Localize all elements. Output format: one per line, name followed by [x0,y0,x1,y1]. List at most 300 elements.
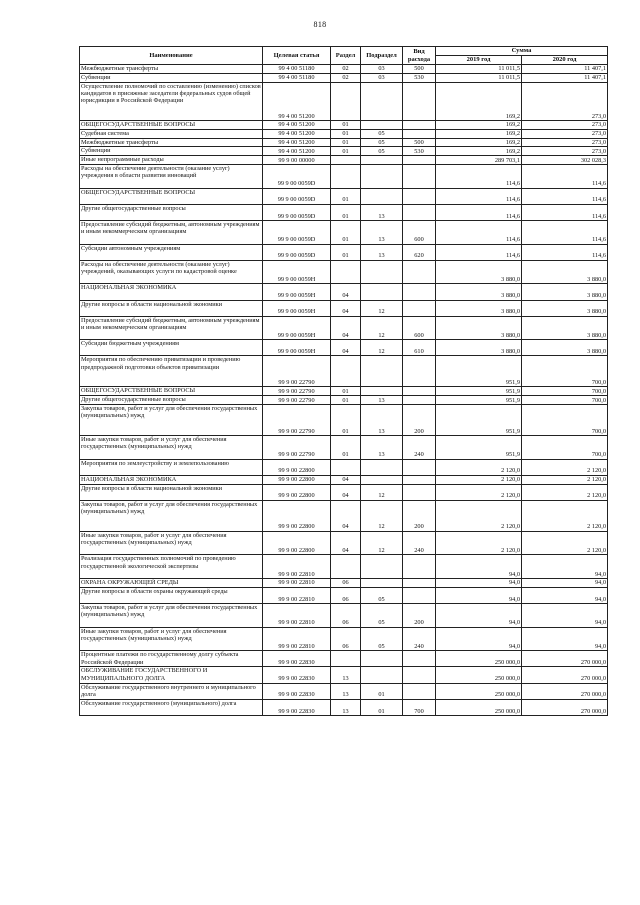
row-section: 01 [331,387,361,396]
row-target-article: 99 9 00 0059Н [263,316,331,340]
row-subsection: 12 [361,531,403,555]
row-subsection: 13 [361,396,403,405]
row-sum-2019: 114,6 [436,164,522,188]
row-sum-2020: 270 000,0 [522,683,608,699]
row-sum-2019: 2 120,0 [436,500,522,531]
row-expense-type: 530 [403,73,436,82]
table-row [80,284,608,300]
row-section [331,356,361,387]
row-sum-2019: 2 120,0 [436,459,522,475]
row-target-article: 99 9 00 00000 [263,156,331,165]
row-name: Судебная система [80,129,263,138]
row-sum-2019: 94,0 [436,587,522,603]
row-sum-2019: 3 880,0 [436,316,522,340]
row-sum-2020: 2 120,0 [522,531,608,555]
row-target-article: 99 9 00 0059Н [263,260,331,284]
row-name: Субсидии автономным учреждениям [80,244,263,260]
table-row [80,531,608,555]
row-target-article: 99 9 00 22800 [263,531,331,555]
row-expense-type [403,164,436,188]
row-expense-type: 700 [403,699,436,715]
row-name: Субвенции [80,147,263,156]
row-subsection: 05 [361,627,403,651]
row-target-article: 99 9 00 22800 [263,459,331,475]
row-sum-2019: 11 011,5 [436,73,522,82]
row-target-article: 99 9 00 22800 [263,484,331,500]
row-sum-2020: 94,0 [522,604,608,628]
row-target-article: 99 9 00 22800 [263,475,331,484]
table-row [80,387,608,396]
row-section: 04 [331,500,361,531]
row-sum-2019: 94,0 [436,579,522,588]
row-target-article: 99 4 00 51200 [263,138,331,147]
row-sum-2020: 114,6 [522,220,608,244]
row-sum-2019: 951,9 [436,436,522,460]
row-expense-type [403,129,436,138]
row-section: 01 [331,396,361,405]
table-row [80,260,608,284]
row-expense-type: 200 [403,604,436,628]
row-sum-2019: 3 880,0 [436,260,522,284]
table-row [80,129,608,138]
row-sum-2019: 2 120,0 [436,484,522,500]
table-row [80,396,608,405]
row-name: ОБЩЕГОСУДАРСТВЕННЫЕ ВОПРОСЫ [80,188,263,204]
row-subsection [361,651,403,667]
table-row [80,579,608,588]
row-section: 01 [331,244,361,260]
table-row [80,459,608,475]
row-name: Мероприятия по обеспечению приватизации и проведению предпродажной подготовки объектов приватизации [80,356,263,387]
row-expense-type: 240 [403,627,436,651]
row-subsection: 12 [361,300,403,316]
row-sum-2020: 2 120,0 [522,500,608,531]
row-expense-type: 200 [403,500,436,531]
row-name: Расходы на обеспечение деятельности (оказание услуг) учреждений, оказывающих услуги по кадастровой оценке [80,260,263,284]
row-section: 01 [331,138,361,147]
row-subsection [361,356,403,387]
row-section: 01 [331,204,361,220]
row-target-article: 99 9 00 22810 [263,555,331,579]
row-target-article: 99 9 00 22810 [263,587,331,603]
row-section: 13 [331,667,361,683]
table-row [80,147,608,156]
row-name: НАЦИОНАЛЬНАЯ ЭКОНОМИКА [80,284,263,300]
row-sum-2019: 951,9 [436,387,522,396]
row-section: 01 [331,220,361,244]
table-row [80,555,608,579]
header-subsection: Подраздел [361,47,403,65]
row-sum-2019: 289 703,1 [436,156,522,165]
row-sum-2020: 270 000,0 [522,651,608,667]
row-expense-type [403,651,436,667]
row-target-article: 99 9 00 22800 [263,500,331,531]
row-sum-2020: 11 407,1 [522,65,608,74]
row-sum-2020: 3 880,0 [522,300,608,316]
row-section: 06 [331,604,361,628]
row-subsection [361,387,403,396]
row-section: 04 [331,531,361,555]
row-target-article: 99 9 00 22810 [263,627,331,651]
row-expense-type: 620 [403,244,436,260]
table-row [80,138,608,147]
row-section: 01 [331,120,361,129]
row-expense-type: 240 [403,531,436,555]
row-section: 13 [331,683,361,699]
row-target-article: 99 4 00 51200 [263,147,331,156]
row-sum-2019: 250 000,0 [436,667,522,683]
row-name: Другие вопросы в области национальной экономики [80,300,263,316]
header-expense-type: Вид расхода [403,47,436,65]
row-subsection [361,82,403,120]
row-expense-type: 500 [403,138,436,147]
row-sum-2019: 11 011,5 [436,65,522,74]
row-name: Межбюджетные трансферты [80,138,263,147]
page-number: 818 [313,20,327,29]
row-subsection: 05 [361,587,403,603]
row-sum-2019: 250 000,0 [436,699,522,715]
row-section: 13 [331,699,361,715]
header-section: Раздел [331,47,361,65]
row-section: 06 [331,587,361,603]
row-section: 04 [331,284,361,300]
row-target-article: 99 9 00 22830 [263,651,331,667]
table-row [80,316,608,340]
row-subsection: 12 [361,500,403,531]
row-sum-2020: 2 120,0 [522,484,608,500]
row-sum-2020: 273,0 [522,147,608,156]
table-row [80,73,608,82]
table-row [80,683,608,699]
table-row [80,475,608,484]
row-expense-type: 600 [403,316,436,340]
table-row [80,484,608,500]
table-row [80,604,608,628]
row-expense-type [403,387,436,396]
row-name: Процентные платежи по государственному долгу субъекта Российской Федерации [80,651,263,667]
row-target-article: 99 4 00 51200 [263,82,331,120]
row-section [331,164,361,188]
row-section: 01 [331,147,361,156]
row-subsection [361,260,403,284]
row-name: Другие общегосударственные вопросы [80,204,263,220]
table-row [80,667,608,683]
row-sum-2020: 700,0 [522,356,608,387]
row-sum-2019: 3 880,0 [436,284,522,300]
row-sum-2020: 273,0 [522,138,608,147]
row-sum-2019: 250 000,0 [436,651,522,667]
row-sum-2019: 94,0 [436,627,522,651]
row-name: Закупка товаров, работ и услуг для обеспечения государственных (муниципальных) нужд [80,604,263,628]
row-target-article: 99 9 00 22810 [263,579,331,588]
row-sum-2019: 951,9 [436,396,522,405]
row-sum-2019: 169,2 [436,147,522,156]
row-sum-2019: 114,6 [436,244,522,260]
row-sum-2019: 114,6 [436,188,522,204]
row-subsection [361,667,403,683]
row-name: ОХРАНА ОКРУЖАЮЩЕЙ СРЕДЫ [80,579,263,588]
row-name: Иные закупки товаров, работ и услуг для обеспечения государственных (муниципальных) нужд [80,436,263,460]
row-target-article: 99 9 00 22790 [263,396,331,405]
table-row [80,120,608,129]
row-sum-2019: 169,2 [436,82,522,120]
row-sum-2020: 3 880,0 [522,284,608,300]
row-expense-type [403,396,436,405]
row-target-article: 99 9 00 22830 [263,667,331,683]
row-target-article: 99 9 00 0059Н [263,300,331,316]
row-sum-2020: 273,0 [522,120,608,129]
row-section: 01 [331,436,361,460]
row-expense-type [403,120,436,129]
row-name: ОБЩЕГОСУДАРСТВЕННЫЕ ВОПРОСЫ [80,120,263,129]
row-name: НАЦИОНАЛЬНАЯ ЭКОНОМИКА [80,475,263,484]
row-subsection: 13 [361,220,403,244]
row-expense-type: 600 [403,220,436,244]
row-name: Субвенции [80,73,263,82]
row-section [331,82,361,120]
row-sum-2020: 94,0 [522,627,608,651]
row-expense-type: 610 [403,340,436,356]
row-sum-2020: 2 120,0 [522,475,608,484]
row-target-article: 99 9 00 0059D [263,220,331,244]
row-target-article: 99 4 00 51200 [263,129,331,138]
table-row [80,65,608,74]
row-name: Иные непрограммные расходы [80,156,263,165]
row-subsection: 05 [361,147,403,156]
row-sum-2019: 951,9 [436,356,522,387]
row-sum-2020: 270 000,0 [522,699,608,715]
row-section: 06 [331,627,361,651]
row-expense-type [403,667,436,683]
row-sum-2019: 114,6 [436,220,522,244]
table-row [80,156,608,165]
row-sum-2020: 700,0 [522,405,608,436]
row-name: Обслуживание государственного внутреннего и муниципального долга [80,683,263,699]
row-sum-2019: 114,6 [436,204,522,220]
row-target-article: 99 9 00 0059Н [263,284,331,300]
row-section [331,156,361,165]
row-name: Расходы на обеспечение деятельности (оказание услуг) учреждения в области развития инноваций [80,164,263,188]
row-sum-2019: 2 120,0 [436,531,522,555]
budget-table [79,46,608,716]
row-expense-type [403,356,436,387]
row-sum-2019: 951,9 [436,405,522,436]
row-subsection [361,164,403,188]
row-sum-2019: 169,2 [436,138,522,147]
row-subsection [361,555,403,579]
row-subsection: 05 [361,604,403,628]
row-sum-2020: 3 880,0 [522,260,608,284]
row-target-article: 99 9 00 0059D [263,204,331,220]
row-name: Другие вопросы в области национальной экономики [80,484,263,500]
row-sum-2020: 3 880,0 [522,316,608,340]
row-expense-type [403,260,436,284]
row-sum-2019: 2 120,0 [436,475,522,484]
row-subsection: 03 [361,65,403,74]
row-target-article: 99 4 00 51200 [263,120,331,129]
table-row [80,82,608,120]
row-sum-2020: 270 000,0 [522,667,608,683]
row-target-article: 99 9 00 22830 [263,699,331,715]
row-sum-2020: 2 120,0 [522,459,608,475]
row-target-article: 99 9 00 22810 [263,604,331,628]
table-row [80,587,608,603]
row-subsection: 01 [361,699,403,715]
row-name: Предоставление субсидий бюджетным, автономным учреждениям и иным некоммерческим организациям [80,220,263,244]
row-section: 04 [331,300,361,316]
row-subsection: 05 [361,138,403,147]
row-subsection: 12 [361,484,403,500]
row-sum-2020: 94,0 [522,555,608,579]
row-section: 02 [331,65,361,74]
table-row [80,164,608,188]
row-sum-2019: 94,0 [436,555,522,579]
row-sum-2020: 114,6 [522,204,608,220]
row-sum-2020: 700,0 [522,436,608,460]
row-section [331,260,361,284]
row-name: Закупка товаров, работ и услуг для обеспечения государственных (муниципальных) нужд [80,500,263,531]
row-sum-2019: 3 880,0 [436,300,522,316]
row-sum-2020: 700,0 [522,387,608,396]
row-target-article: 99 9 00 0059Н [263,340,331,356]
table-row [80,627,608,651]
row-sum-2020: 302 028,3 [522,156,608,165]
row-name: Иные закупки товаров, работ и услуг для обеспечения государственных (муниципальных) нужд [80,531,263,555]
row-section: 02 [331,73,361,82]
row-expense-type [403,300,436,316]
row-section: 04 [331,484,361,500]
row-sum-2019: 169,2 [436,129,522,138]
table-row [80,651,608,667]
table-row [80,300,608,316]
row-expense-type [403,284,436,300]
row-name: Другие общегосударственные вопросы [80,396,263,405]
row-section: 01 [331,129,361,138]
table-row [80,699,608,715]
row-name: Межбюджетные трансферты [80,65,263,74]
row-sum-2020: 94,0 [522,587,608,603]
row-expense-type [403,82,436,120]
row-sum-2020: 11 407,1 [522,73,608,82]
row-name: Предоставление субсидий бюджетным, автономным учреждениям и иным некоммерческим организациям [80,316,263,340]
row-expense-type: 530 [403,147,436,156]
row-expense-type [403,475,436,484]
row-name: ОБСЛУЖИВАНИЕ ГОСУДАРСТВЕННОГО И МУНИЦИПАЛЬНОГО ДОЛГА [80,667,263,683]
row-subsection [361,120,403,129]
row-expense-type: 500 [403,65,436,74]
row-name: Субсидии бюджетным учреждениям [80,340,263,356]
row-expense-type [403,204,436,220]
row-section: 04 [331,340,361,356]
table-row [80,220,608,244]
row-sum-2020: 114,6 [522,244,608,260]
row-sum-2020: 273,0 [522,129,608,138]
row-subsection [361,579,403,588]
row-sum-2020: 273,0 [522,82,608,120]
row-expense-type [403,484,436,500]
row-section: 04 [331,316,361,340]
row-target-article: 99 9 00 0059D [263,244,331,260]
row-target-article: 99 9 00 22830 [263,683,331,699]
row-subsection [361,188,403,204]
row-target-article: 99 4 00 51180 [263,65,331,74]
table-row [80,356,608,387]
row-subsection: 13 [361,204,403,220]
row-target-article: 99 9 00 22790 [263,436,331,460]
row-section: 06 [331,579,361,588]
row-section: 01 [331,188,361,204]
row-expense-type [403,587,436,603]
row-sum-2020: 94,0 [522,579,608,588]
table-row [80,188,608,204]
row-expense-type [403,555,436,579]
row-section [331,459,361,475]
row-subsection: 13 [361,436,403,460]
row-section: 04 [331,475,361,484]
header-name: Наименование [80,47,263,65]
row-expense-type [403,188,436,204]
row-subsection: 13 [361,405,403,436]
row-name: Реализация государственных полномочий по проведению государственной экологической экспертизы [80,555,263,579]
row-target-article: 99 9 00 0059D [263,188,331,204]
row-section [331,555,361,579]
table-row [80,500,608,531]
row-subsection: 01 [361,683,403,699]
header-target-article: Целевая статья [263,47,331,65]
table-row [80,204,608,220]
row-section [331,651,361,667]
header-year-2020: 2020 год [522,56,608,65]
row-name: Мероприятия по землеустройству и землепользованию [80,459,263,475]
row-subsection [361,156,403,165]
row-sum-2019: 3 880,0 [436,340,522,356]
row-expense-type [403,459,436,475]
row-expense-type [403,156,436,165]
row-subsection [361,284,403,300]
row-name: Осуществление полномочий по составлению (изменению) списков кандидатов в присяжные заседатели федеральных судов общей юрисдикции в Российской Федерации [80,82,263,120]
row-sum-2020: 3 880,0 [522,340,608,356]
row-sum-2020: 114,6 [522,164,608,188]
row-name: Закупка товаров, работ и услуг для обеспечения государственных (муниципальных) нужд [80,405,263,436]
row-subsection: 12 [361,316,403,340]
row-target-article: 99 9 00 0059D [263,164,331,188]
table-row [80,340,608,356]
row-subsection [361,459,403,475]
header-sum: Сумма [436,47,608,56]
row-target-article: 99 9 00 22790 [263,387,331,396]
table-row [80,405,608,436]
row-sum-2020: 114,6 [522,188,608,204]
row-target-article: 99 9 00 22790 [263,356,331,387]
row-section: 01 [331,405,361,436]
row-sum-2019: 169,2 [436,120,522,129]
table-body [80,65,608,716]
row-name: ОБЩЕГОСУДАРСТВЕННЫЕ ВОПРОСЫ [80,387,263,396]
table-row [80,244,608,260]
row-expense-type [403,683,436,699]
row-subsection [361,475,403,484]
table-row [80,436,608,460]
row-sum-2020: 700,0 [522,396,608,405]
row-target-article: 99 4 00 51180 [263,73,331,82]
row-expense-type [403,579,436,588]
row-sum-2019: 94,0 [436,604,522,628]
row-name: Обслуживание государственного (муниципального) долга [80,699,263,715]
row-expense-type: 200 [403,405,436,436]
row-subsection: 12 [361,340,403,356]
row-subsection: 03 [361,73,403,82]
row-name: Другие вопросы в области охраны окружающей среды [80,587,263,603]
